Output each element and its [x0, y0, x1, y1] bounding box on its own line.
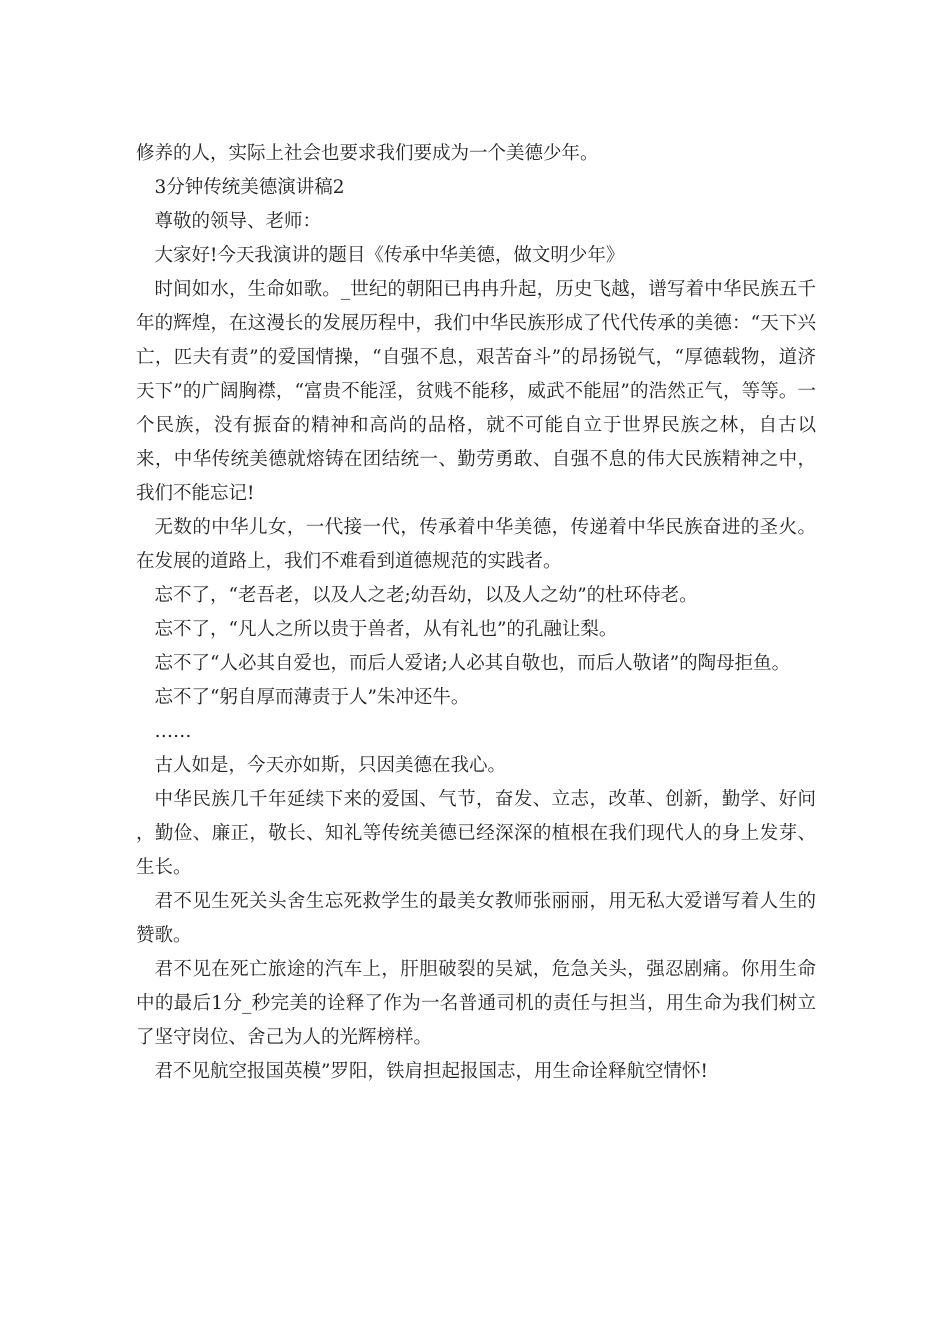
paragraph: 大家好!今天我演讲的题目《传承中华美德，做文明少年》: [154, 245, 625, 266]
paragraph: 君不见在死亡旅途的汽车上，肝胆破裂的吴斌，危急关头，强忍剧痛。你用生命中的最后1分_秒完美的诠释了作为一名普通司机的责任与担当，用生命为我们树立了坚守岗位、舍己为人的光辉榜样。: [136, 959, 816, 1048]
paragraph: 忘不了，“老吾老，以及人之老;幼吾幼，以及人之幼”的杜环侍老。: [154, 585, 698, 606]
paragraph: 忘不了“人必其自爱也，而后人爱诸;人必其自敬也，而后人敬诸”的陶母拒鱼。: [154, 653, 791, 674]
paragraph: 君不见生死关头舍生忘死救学生的最美女教师张丽丽，用无私大爱谱写着人生的赞歌。: [136, 891, 816, 946]
ellipsis: ……: [154, 721, 192, 742]
paragraph: 无数的中华儿女，一代接一代，传承着中华美德，传递着中华民族奋进的圣火。在发展的道路上，我们不难看到道德规范的实践者。: [136, 517, 816, 572]
salutation: 尊敬的领导、老师：: [154, 211, 322, 232]
document-body: [136, 137, 816, 1089]
paragraph: 古人如是，今天亦如斯，只因美德在我心。: [154, 755, 507, 776]
paragraph: 忘不了，“凡人之所以贵于兽者，从有礼也”的孔融让梨。: [154, 619, 618, 640]
section-heading: 3分钟传统美德演讲稿2: [154, 177, 345, 198]
paragraph: 君不见航空报国英模”罗阳，铁肩担起报国志，用生命诠释航空情怀!: [154, 1061, 708, 1082]
paragraph: 时间如水，生命如歌。_世纪的朝阳已冉冉升起，历史飞越，谱写着中华民族五千年的辉煌，在这漫长的发展历程中，我们中华民族形成了代代传承的美德：“天下兴亡，匹夫有责”的爱国情操，“自强不息，艰苦奋斗”的昂扬锐气，“厚德载物，道济天下”的广阔胸襟，“富贵不能淫，贫贱不能移，威武不能屈”的浩然正气，等等。一个民族，没有振奋的精神和高尚的品格，就不可能自立于世界民族之林，自古以来，中华传统美德就熔铸在团结统一、勤劳勇敢、自强不息的伟大民族精神之中，我们不能忘记!: [136, 279, 816, 504]
paragraph: 中华民族几千年延续下来的爱国、气节，奋发、立志，改革、创新，勤学、好问 ，勤俭、廉正，敬长、知礼等传统美德已经深深的植根在我们现代人的身上发芽、生长。: [136, 789, 816, 878]
paragraph: 忘不了“躬自厚而薄责于人”朱冲还牛。: [154, 687, 470, 708]
paragraph: 修养的人，实际上社会也要求我们要成为一个美德少年。: [136, 143, 599, 164]
